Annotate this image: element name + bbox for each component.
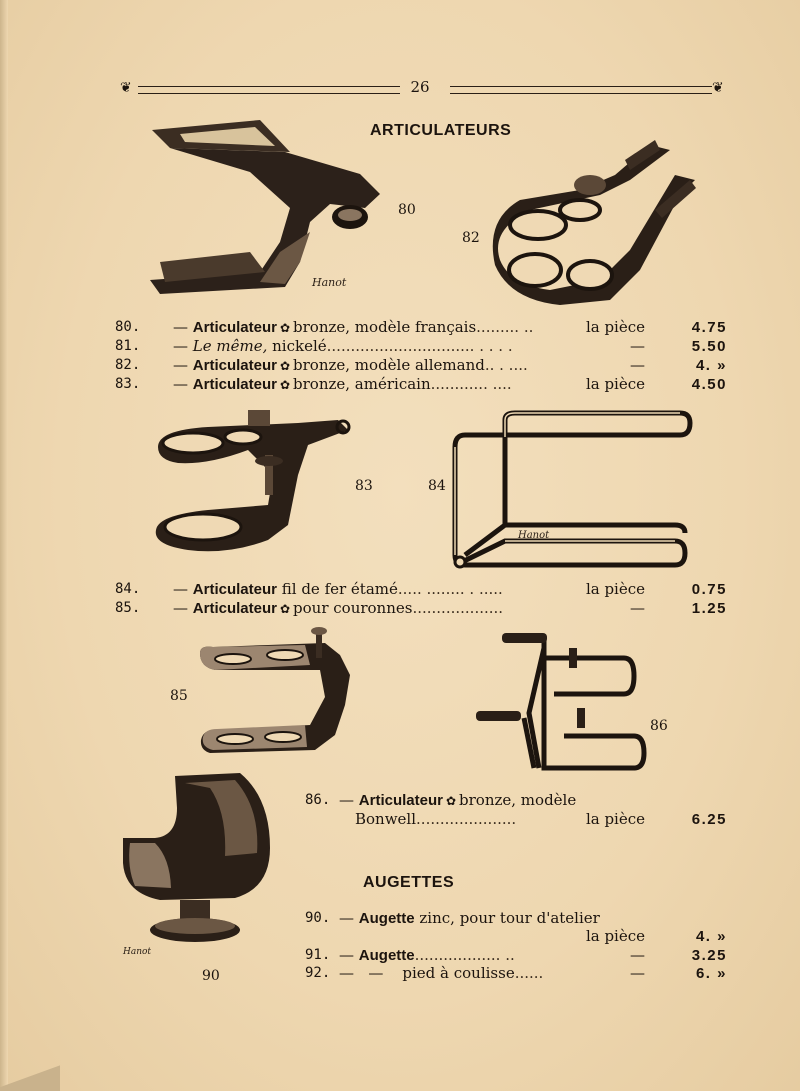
flower-icon: ✿: [279, 321, 291, 335]
articulator-86-illustration: [474, 628, 649, 778]
header-rule-right: [450, 86, 712, 94]
item-80: 80. — Articulateur ✿ bronze, modèle français......... .. la pièce 4.75: [115, 318, 727, 336]
page-corner: [0, 1061, 60, 1091]
figure-label-84: 84: [428, 478, 446, 494]
item-86-line1: 86. — Articulateur ✿ bronze, modèle: [305, 791, 577, 809]
ornament-right: ❦: [712, 80, 724, 96]
item-91: 91. — Augette.................. .. — 3.25: [305, 946, 727, 964]
flower-icon: ✿: [445, 794, 457, 808]
articulator-80-illustration: [140, 112, 390, 312]
section-title-articulateurs: ARTICULATEURS: [370, 122, 512, 139]
item-86-line2: Bonwell..................... la pièce 6.25: [355, 810, 727, 828]
flower-icon: ✿: [279, 602, 291, 616]
figure-label-80: 80: [398, 202, 416, 218]
page-number: 26: [410, 78, 430, 96]
figure-label-85: 85: [170, 688, 188, 704]
augette-90-illustration: [115, 768, 275, 958]
item-90-line2: la pièce 4. »: [585, 927, 727, 945]
articulator-85-illustration: [195, 625, 360, 760]
articulator-82-illustration: [480, 140, 710, 315]
item-84: 84. — Articulateur fil de fer étamé..... ........ . ..... la pièce 0.75: [115, 580, 727, 598]
figure-label-86: 86: [650, 718, 668, 734]
section-title-augettes: AUGETTES: [363, 874, 455, 891]
svg-text:Hanot: Hanot: [518, 530, 550, 541]
header-rule-left: [138, 86, 400, 94]
figure-label-82: 82: [462, 230, 480, 246]
flower-icon: ✿: [279, 359, 291, 373]
item-92: 92. — — pied à coulisse...... — 6. »: [305, 964, 727, 982]
flower-icon: ✿: [279, 378, 291, 392]
item-82: 82. — Articulateur ✿ bronze, modèle allemand.. . .... — 4. »: [115, 356, 727, 374]
item-90-line1: 90. — Augette zinc, pour tour d'atelier: [305, 909, 600, 927]
figure-label-83: 83: [355, 478, 373, 494]
item-85: 85. — Articulateur ✿ pour couronnes................... — 1.25: [115, 599, 727, 617]
svg-text:Hanot: Hanot: [312, 276, 347, 289]
item-81: 81. — Le même, nickelé............................... . . . . — 5.50: [115, 337, 727, 355]
item-83: 83. — Articulateur ✿ bronze, américain............ .... la pièce 4.50: [115, 375, 727, 393]
page-edge-shadow: [0, 0, 8, 1091]
articulator-84-illustration: [445, 405, 695, 575]
svg-text:Hanot: Hanot: [123, 947, 152, 957]
articulator-83-illustration: [148, 405, 358, 565]
figure-label-90: 90: [202, 968, 220, 984]
ornament-left: ❦: [120, 80, 132, 96]
